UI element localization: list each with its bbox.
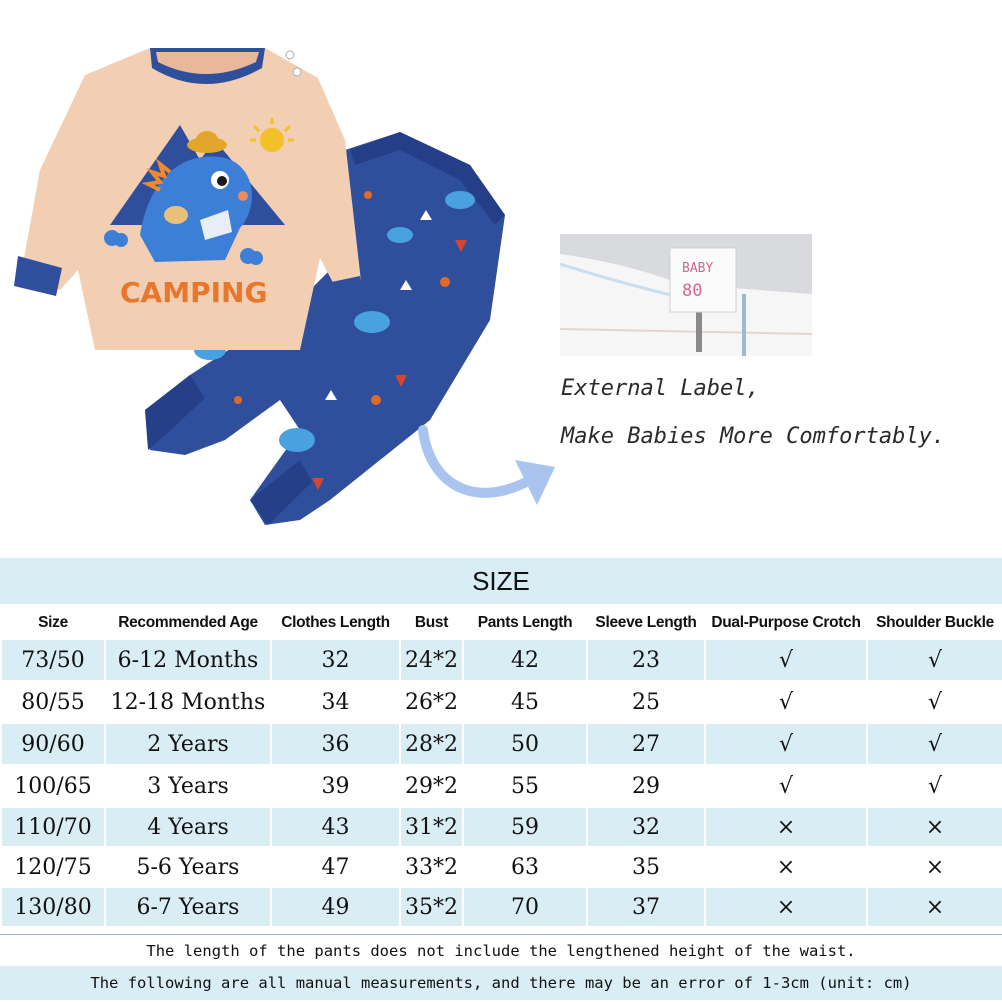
- table-cell: 6-12 Months: [105, 639, 271, 681]
- callout-line-2: Make Babies More Comfortably.: [561, 424, 946, 449]
- table-row: [1, 847, 1002, 887]
- table-header-row: [1, 607, 1002, 639]
- table-cell: √: [867, 681, 1002, 723]
- table-cell: 32: [587, 807, 705, 847]
- table-cell: 23: [587, 639, 705, 681]
- table-cell: √: [705, 723, 867, 765]
- measurement-note: The following are all manual measurements, and there may be an error of 1-3cm (unit: cm): [0, 966, 1002, 1000]
- table-cell: 6-7 Years: [105, 887, 271, 927]
- table-cell: 36: [271, 723, 400, 765]
- pants-length-note: The length of the pants does not include the lengthened height of the waist.: [0, 934, 1002, 967]
- table-cell: ×: [705, 807, 867, 847]
- column-header: Recommended Age: [105, 607, 271, 639]
- table-cell: 63: [463, 847, 587, 887]
- table-row: [1, 639, 1002, 681]
- shirt-print-text: CAMPING: [120, 276, 268, 309]
- table-cell: ×: [867, 887, 1002, 927]
- table-row: [1, 765, 1002, 807]
- table-cell: 130/80: [1, 887, 105, 927]
- table-cell: 31*2: [400, 807, 463, 847]
- label-size-text: 80: [682, 281, 703, 301]
- table-row: [1, 807, 1002, 847]
- external-label-photo: [560, 234, 812, 356]
- table-cell: 34: [271, 681, 400, 723]
- table-cell: 55: [463, 765, 587, 807]
- table-cell: 90/60: [1, 723, 105, 765]
- column-header: Pants Length: [463, 607, 587, 639]
- column-header: Size: [1, 607, 105, 639]
- table-cell: ×: [867, 847, 1002, 887]
- table-cell: 5-6 Years: [105, 847, 271, 887]
- table-cell: 24*2: [400, 639, 463, 681]
- table-cell: 110/70: [1, 807, 105, 847]
- table-cell: 45: [463, 681, 587, 723]
- table-cell: 29*2: [400, 765, 463, 807]
- size-chart-table: [0, 606, 1002, 928]
- table-cell: √: [867, 765, 1002, 807]
- table-cell: 37: [587, 887, 705, 927]
- table-cell: 28*2: [400, 723, 463, 765]
- table-cell: √: [705, 639, 867, 681]
- table-cell: 27: [587, 723, 705, 765]
- table-cell: 80/55: [1, 681, 105, 723]
- table-cell: 73/50: [1, 639, 105, 681]
- table-cell: 43: [271, 807, 400, 847]
- table-cell: 100/65: [1, 765, 105, 807]
- table-row: [1, 681, 1002, 723]
- table-cell: 59: [463, 807, 587, 847]
- table-cell: 4 Years: [105, 807, 271, 847]
- size-chart-title: SIZE: [0, 558, 1002, 604]
- label-brand-text: BABY: [682, 261, 714, 276]
- table-cell: 35*2: [400, 887, 463, 927]
- column-header: Dual-Purpose Crotch: [705, 607, 867, 639]
- table-cell: 26*2: [400, 681, 463, 723]
- table-cell: √: [705, 765, 867, 807]
- table-cell: 50: [463, 723, 587, 765]
- table-cell: ×: [867, 807, 1002, 847]
- table-cell: 32: [271, 639, 400, 681]
- column-header: Shoulder Buckle: [867, 607, 1002, 639]
- table-cell: √: [705, 681, 867, 723]
- column-header: Bust: [400, 607, 463, 639]
- table-cell: 33*2: [400, 847, 463, 887]
- table-cell: 3 Years: [105, 765, 271, 807]
- curved-arrow-icon: [415, 425, 565, 515]
- table-cell: ×: [705, 847, 867, 887]
- table-cell: 12-18 Months: [105, 681, 271, 723]
- table-cell: 49: [271, 887, 400, 927]
- table-cell: 39: [271, 765, 400, 807]
- table-cell: √: [867, 723, 1002, 765]
- table-cell: 2 Years: [105, 723, 271, 765]
- table-cell: 29: [587, 765, 705, 807]
- table-cell: √: [867, 639, 1002, 681]
- table-cell: 120/75: [1, 847, 105, 887]
- column-header: Clothes Length: [271, 607, 400, 639]
- table-row: [1, 887, 1002, 927]
- table-cell: 42: [463, 639, 587, 681]
- table-cell: 47: [271, 847, 400, 887]
- column-header: Sleeve Length: [587, 607, 705, 639]
- table-cell: 70: [463, 887, 587, 927]
- table-row: [1, 723, 1002, 765]
- callout-line-1: External Label,: [561, 376, 760, 401]
- table-cell: ×: [705, 887, 867, 927]
- table-cell: 25: [587, 681, 705, 723]
- table-cell: 35: [587, 847, 705, 887]
